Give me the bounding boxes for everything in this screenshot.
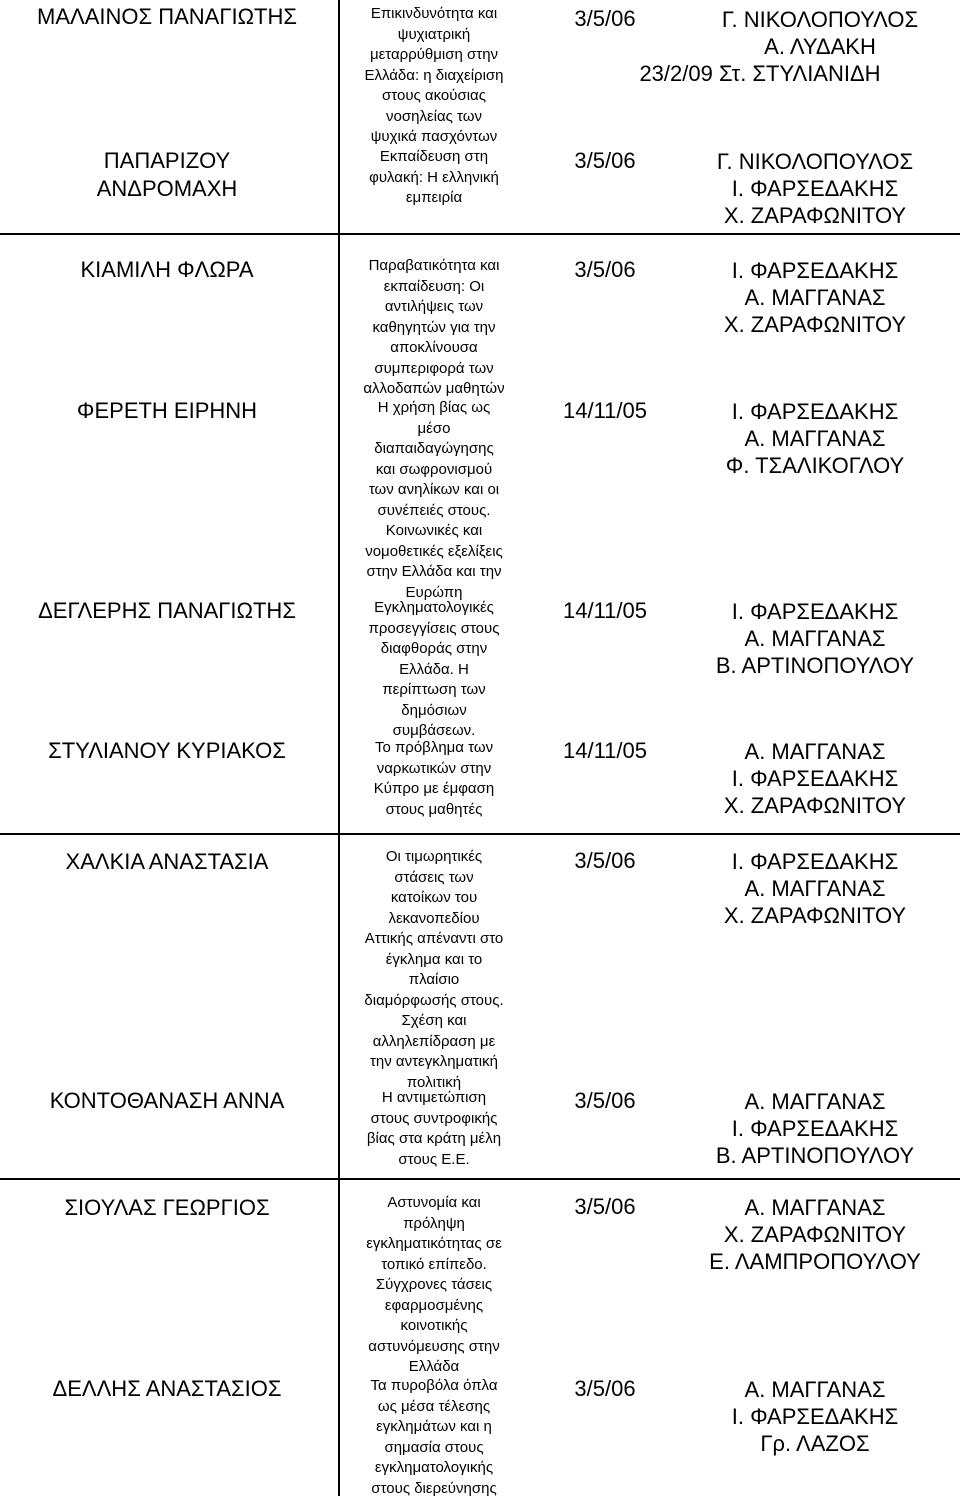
column-divider [338, 835, 340, 1178]
exam-date: 3/5/06 [574, 257, 636, 282]
exam-date: 14/11/05 [562, 598, 647, 623]
committee-members: Γ. ΝΙΚΟΛΟΠΟΥΛΟΣ Α. ΛΥΔΑΚΗ 23/2/09 Στ. ΣΤΥΛΙΑΝΙΔΗ [639, 7, 919, 86]
committee-members: Α. ΜΑΓΓΑΝΑΣ Ι. ΦΑΡΣΕΔΑΚΗΣ Γρ. ΛΑΖΟΣ [731, 1377, 899, 1456]
thesis-title: Επικινδυνότητα και ψυχιατρική μεταρρύθμιση στην Ελλάδα: η διαχείριση στους ακούσιας νοσηλείας των ψυχικά πασχόντων [364, 5, 504, 145]
column-divider [338, 235, 340, 833]
exam-date: 3/5/06 [574, 848, 636, 873]
committee-members: Α. ΜΑΓΓΑΝΑΣ Ι. ΦΑΡΣΕΔΑΚΗΣ Β. ΑΡΤΙΝΟΠΟΥΛΟΥ [715, 1089, 915, 1168]
student-name: ΦΕΡΕΤΗ ΕΙΡΗΝΗ [76, 398, 258, 423]
column-divider [338, 0, 340, 233]
committee-members: Ι. ΦΑΡΣΕΔΑΚΗΣ Α. ΜΑΓΓΑΝΑΣ Φ. ΤΣΑΛΙΚΟΓΛΟΥ [725, 399, 905, 478]
thesis-title: Εκπαίδευση στη φυλακή: Η ελληνική εμπειρία [369, 148, 499, 206]
student-name: ΠΑΠΑΡΙΖΟΥ ΑΝΔΡΟΜΑΧΗ [96, 148, 238, 201]
thesis-title: Παραβατικότητα και εκπαίδευση: Οι αντιλήψεις των καθηγητών για την αποκλίνουσα συμπεριφορά των αλλοδαπών μαθητών [363, 257, 505, 397]
exam-date: 3/5/06 [574, 148, 636, 173]
thesis-title: Η χρήση βίας ως μέσο διαπαιδαγώγησης και σωφρονισμού των ανηλίκων και οι συνέπειές στους. Κοινωνικές και νομοθετικές εξελίξεις στην Ελλάδα και την Ευρώπη [365, 399, 503, 601]
student-name: ΚΟΝΤΟΘΑΝΑΣΗ ΑΝΝΑ [49, 1088, 285, 1113]
student-name: ΜΑΛΑΙΝΟΣ ΠΑΝΑΓΙΩΤΗΣ [37, 4, 297, 29]
student-name: ΧΑΛΚΙΑ ΑΝΑΣΤΑΣΙΑ [65, 849, 269, 874]
exam-date: 3/5/06 [574, 1194, 636, 1219]
committee-members: Ι. ΦΑΡΣΕΔΑΚΗΣ Α. ΜΑΓΓΑΝΑΣ Β. ΑΡΤΙΝΟΠΟΥΛΟΥ [715, 599, 915, 678]
thesis-title: Τα πυροβόλα όπλα ως μέσα τέλεσης εγκλημάτων και η σημασία στους εγκληματολογικής στους διερεύνησης [370, 1377, 498, 1497]
thesis-title: Αστυνομία και πρόληψη εγκληματικότητας σε τοπικό επίπεδο. Σύγχρονες τάσεις εφαρμοσμένης κοινοτικής αστυνόμευσης στην Ελλάδα [366, 1194, 502, 1375]
student-name: ΔΕΓΛΕΡΗΣ ΠΑΝΑΓΙΩΤΗΣ [38, 598, 296, 623]
column-divider [338, 1180, 340, 1496]
exam-date: 3/5/06 [574, 6, 636, 31]
student-name: ΣΤΥΛΙΑΝΟΥ ΚΥΡΙΑΚΟΣ [48, 738, 286, 763]
exam-date: 14/11/05 [562, 398, 647, 423]
exam-date: 3/5/06 [574, 1088, 636, 1113]
student-name: ΚΙΑΜΙΛΗ ΦΛΩΡΑ [80, 257, 254, 282]
thesis-title: Το πρόβλημα των ναρκωτικών στην Κύπρο με έμφαση στους μαθητές [373, 739, 495, 818]
thesis-title: Οι τιμωρητικές στάσεις των κατοίκων του λεκανοπεδίου Αττικής απέναντι στο έγκλημα και το πλαίσιο διαμόρφωσής στους. Σχέση και αλληλεπίδραση με την αντεγκληματική πολιτική [364, 848, 504, 1091]
committee-members: Α. ΜΑΓΓΑΝΑΣ Χ. ΖΑΡΑΦΩΝΙΤΟΥ Ε. ΛΑΜΠΡΟΠΟΥΛΟΥ [709, 1195, 921, 1274]
exam-date: 14/11/05 [562, 738, 647, 763]
thesis-title: Εγκληματολογικές προσεγγίσεις στους διαφθοράς στην Ελλάδα. Η περίπτωση των δημόσιων συμβάσεων. [368, 599, 500, 739]
committee-members: Ι. ΦΑΡΣΕΔΑΚΗΣ Α. ΜΑΓΓΑΝΑΣ Χ. ΖΑΡΑΦΩΝΙΤΟΥ [723, 849, 907, 928]
committee-members: Α. ΜΑΓΓΑΝΑΣ Ι. ΦΑΡΣΕΔΑΚΗΣ Χ. ΖΑΡΑΦΩΝΙΤΟΥ [723, 739, 907, 818]
student-name: ΣΙΟΥΛΑΣ ΓΕΩΡΓΙΟΣ [64, 1195, 270, 1220]
committee-members: Ι. ΦΑΡΣΕΔΑΚΗΣ Α. ΜΑΓΓΑΝΑΣ Χ. ΖΑΡΑΦΩΝΙΤΟΥ [723, 258, 907, 337]
committee-members: Γ. ΝΙΚΟΛΟΠΟΥΛΟΣ Ι. ΦΑΡΣΕΔΑΚΗΣ Χ. ΖΑΡΑΦΩΝΙΤΟΥ [716, 149, 914, 228]
thesis-title: Η αντιμετώπιση στους συντροφικής βίας στα κράτη μέλη στους Ε.Ε. [366, 1089, 502, 1168]
student-name: ΔΕΛΛΗΣ ΑΝΑΣΤΑΣΙΟΣ [52, 1376, 282, 1401]
exam-date: 3/5/06 [574, 1376, 636, 1401]
